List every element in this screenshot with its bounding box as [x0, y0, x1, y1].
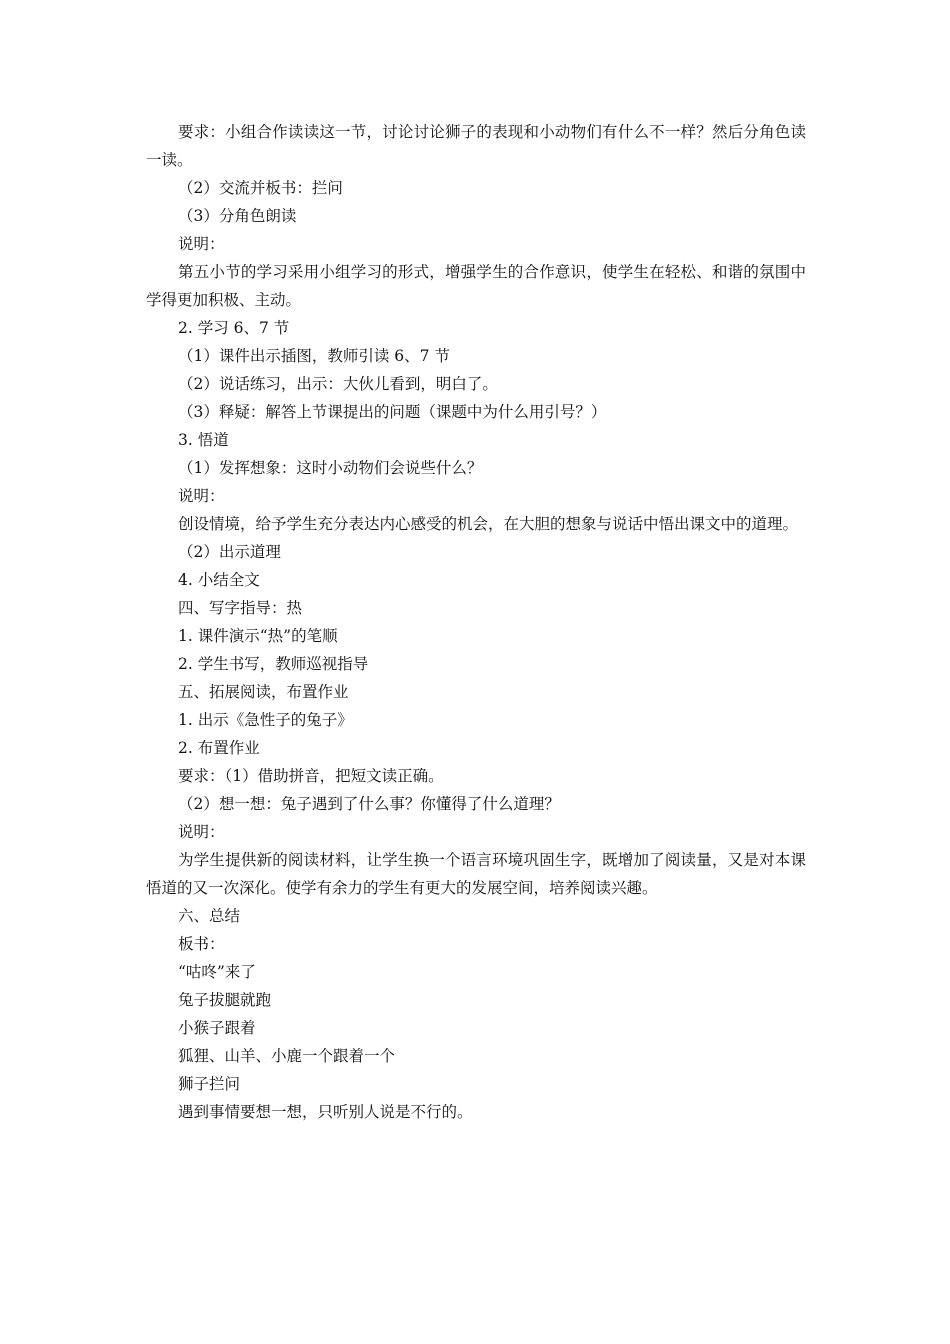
paragraph: 遇到事情要想一想，只听别人说是不行的。 — [178, 1103, 473, 1121]
paragraph: 狐狸、山羊、小鹿一个跟着一个 — [178, 1047, 396, 1065]
paragraph: （1）发挥想象：这时小动物们会说些什么？ — [178, 459, 483, 477]
paragraph: 创设情境，给予学生充分表达内心感受的机会，在大胆的想象与说话中悟出课文中的道理。 — [178, 515, 799, 533]
paragraph: 兔子拔腿就跑 — [178, 991, 272, 1009]
document-body — [146, 118, 806, 1126]
paragraph: 狮子拦问 — [178, 1075, 241, 1093]
paragraph: （2）出示道理 — [178, 543, 281, 561]
paragraph: 说明： — [178, 235, 225, 253]
paragraph: （2）想一想：兔子遇到了什么事？你懂得了什么道理？ — [178, 795, 560, 813]
paragraph: 3. 悟道 — [178, 431, 229, 449]
paragraph: 2. 布置作业 — [178, 739, 260, 757]
paragraph: 小猴子跟着 — [178, 1019, 256, 1037]
paragraph: 为学生提供新的阅读材料，让学生换一个语言环境巩固生字，既增加了阅读量，又是对本课悟道的又一次深化。使学有余力的学生有更大的发展空间，培养阅读兴趣。 — [146, 851, 806, 897]
paragraph: 六、总结 — [178, 907, 241, 925]
paragraph: 2. 学生书写，教师巡视指导 — [178, 655, 369, 673]
paragraph: 五、拓展阅读，布置作业 — [178, 683, 349, 701]
paragraph: （2）交流并板书：拦问 — [178, 179, 343, 197]
paragraph: 1. 课件演示“热”的笔顺 — [178, 627, 338, 645]
paragraph: 要求：小组合作读读这一节，讨论讨论狮子的表现和小动物们有什么不一样？然后分角色读一读。 — [146, 123, 806, 169]
paragraph: 说明： — [178, 823, 225, 841]
paragraph: 说明： — [178, 487, 225, 505]
paragraph: 第五小节的学习采用小组学习的形式，增强学生的合作意识，使学生在轻松、和谐的氛围中学得更加积极、主动。 — [146, 263, 806, 309]
paragraph: （3）释疑：解答上节课提出的问题（课题中为什么用引号？） — [178, 403, 607, 421]
paragraph: 四、写字指导：热 — [178, 599, 303, 617]
paragraph: “咕咚”来了 — [178, 963, 256, 981]
paragraph: 板书： — [178, 935, 225, 953]
paragraph: 要求：（1）借助拼音，把短文读正确。 — [178, 767, 444, 785]
paragraph: （1）课件出示插图，教师引读 6、7 节 — [178, 347, 450, 365]
paragraph: 4. 小结全文 — [178, 571, 260, 589]
paragraph: 2. 学习 6、7 节 — [178, 319, 290, 337]
paragraph: 1. 出示《急性子的兔子》 — [178, 711, 353, 729]
paragraph: （3）分角色朗读 — [178, 207, 297, 225]
paragraph: （2）说话练习，出示：大伙儿看到，明白了。 — [178, 375, 498, 393]
